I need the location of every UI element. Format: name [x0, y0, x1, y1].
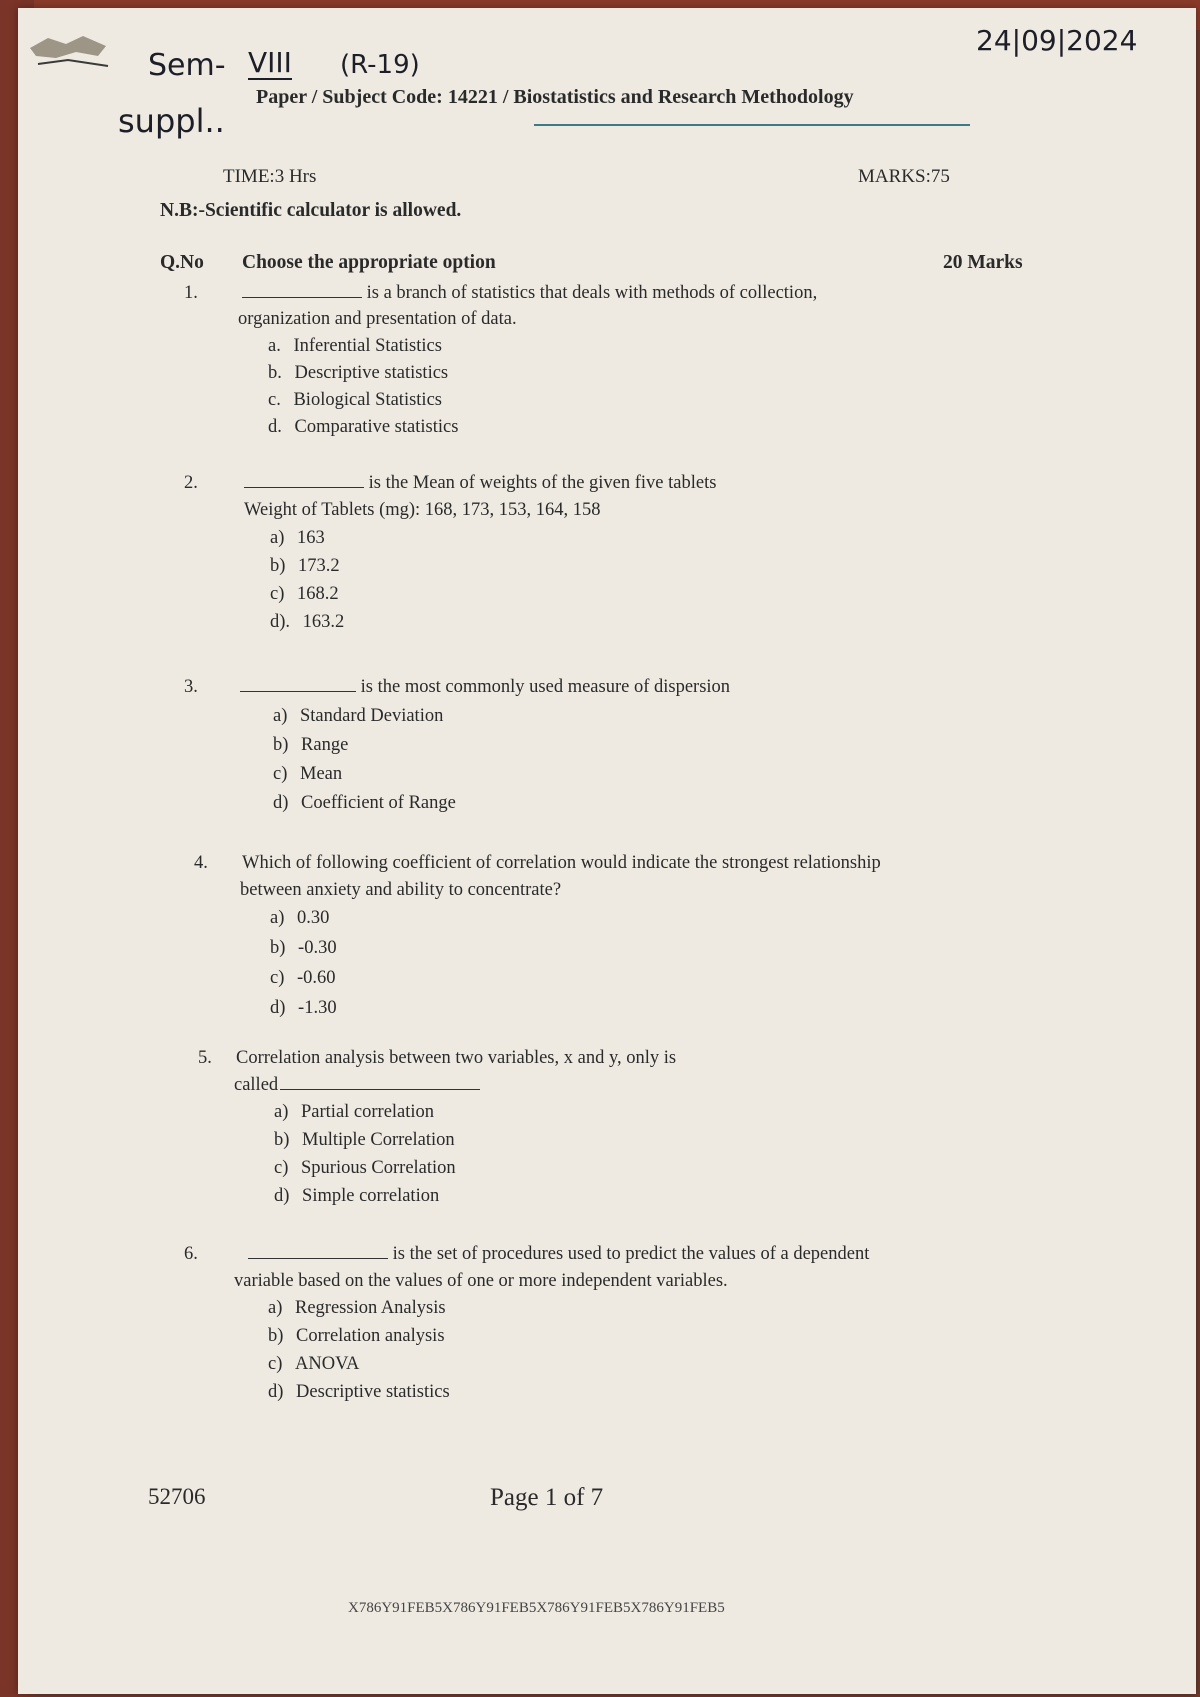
- option-text: 163.2: [302, 612, 345, 632]
- torn-corner-mark: [28, 26, 118, 76]
- option-text: Descriptive statistics: [294, 363, 449, 383]
- option-text: 0.30: [297, 908, 330, 928]
- option-text: Comparative statistics: [294, 417, 459, 437]
- option-letter: a): [270, 908, 285, 928]
- answer-blank: [240, 690, 356, 692]
- option-letter: d): [274, 1186, 290, 1206]
- option-letter: b): [273, 735, 289, 755]
- option-text: ANOVA: [295, 1354, 360, 1374]
- paper-code: Paper / Subject Code: 14221 / Biostatistics and Research Methodology: [256, 86, 854, 108]
- question-text-2: called: [234, 1075, 279, 1095]
- question-number: 6.: [184, 1244, 198, 1264]
- question-text-2: between anxiety and ability to concentrate?: [240, 880, 562, 900]
- section-marks: 20 Marks: [943, 252, 1023, 273]
- option-text: Regression Analysis: [295, 1298, 446, 1318]
- question-text: is a branch of statistics that deals with methods of collection,: [366, 283, 818, 303]
- option-text: Spurious Correlation: [301, 1158, 456, 1178]
- option-letter: c): [268, 1354, 283, 1374]
- question-text-2: variable based on the values of one or more independent variables.: [234, 1271, 728, 1291]
- option-letter: d).: [270, 612, 291, 632]
- question-text-2: Weight of Tablets (mg): 168, 173, 153, 164, 158: [244, 500, 601, 520]
- answer-blank: [280, 1088, 480, 1090]
- option-text: Descriptive statistics: [296, 1382, 450, 1402]
- option-text: Biological Statistics: [293, 390, 442, 410]
- option-letter: c): [270, 584, 285, 604]
- option-text: Coefficient of Range: [301, 793, 456, 813]
- option-letter: b): [270, 938, 286, 958]
- question-text: Which of following coefficient of correlation would indicate the strongest relationship: [242, 853, 881, 873]
- watermark-code: X786Y91FEB5X786Y91FEB5X786Y91FEB5X786Y91FEB5: [348, 1600, 725, 1616]
- option-letter: d): [270, 998, 286, 1018]
- handwritten-date: 24|09|2024: [976, 24, 1138, 57]
- option-text: 173.2: [298, 556, 340, 576]
- option-letter: c): [273, 764, 288, 784]
- option-letter: a.: [268, 336, 281, 356]
- question-number: 4.: [194, 853, 208, 873]
- question-text-2: organization and presentation of data.: [238, 309, 517, 329]
- option-letter: c): [274, 1158, 289, 1178]
- question-number: 5.: [198, 1048, 212, 1068]
- page-indicator: Page 1 of 7: [490, 1484, 604, 1511]
- answer-blank: [244, 486, 364, 488]
- option-text: 168.2: [297, 584, 339, 604]
- option-text: Mean: [300, 764, 343, 784]
- option-text: -0.60: [297, 968, 336, 988]
- option-letter: b): [268, 1326, 284, 1346]
- exam-paper: [18, 8, 1196, 1694]
- option-letter: a): [273, 706, 288, 726]
- option-text: Standard Deviation: [300, 706, 444, 726]
- paper-number: 52706: [148, 1484, 206, 1509]
- handwritten-suppl: suppl..: [118, 102, 225, 140]
- option-letter: b.: [268, 363, 282, 383]
- option-letter: a): [270, 528, 285, 548]
- option-letter: a): [268, 1298, 283, 1318]
- section-title: Choose the appropriate option: [242, 252, 496, 273]
- option-text: 163: [297, 528, 325, 548]
- handwritten-sem: Sem-: [148, 48, 226, 83]
- question-text: Correlation analysis between two variables, x and y, only is: [236, 1048, 677, 1068]
- option-letter: b): [274, 1130, 290, 1150]
- question-number: 1.: [184, 283, 198, 303]
- option-text: Range: [301, 735, 349, 755]
- option-text: Correlation analysis: [296, 1326, 445, 1346]
- handwritten-regulation: (R-19): [340, 50, 420, 80]
- exam-time: TIME:3 Hrs: [223, 166, 317, 187]
- question-number: 3.: [184, 677, 198, 697]
- handwritten-sem-value: VIII: [248, 46, 292, 79]
- option-text: -1.30: [298, 998, 337, 1018]
- question-text: is the most commonly used measure of dispersion: [360, 677, 731, 697]
- option-text: Partial correlation: [301, 1102, 435, 1122]
- answer-blank: [242, 296, 362, 298]
- option-text: -0.30: [298, 938, 337, 958]
- option-letter: c.: [268, 390, 281, 410]
- option-letter: d): [268, 1382, 284, 1402]
- qno-label: Q.No: [160, 252, 204, 273]
- question-text: is the set of procedures used to predict the values of a dependent: [392, 1244, 870, 1264]
- option-letter: d): [273, 793, 289, 813]
- option-text: Inferential Statistics: [293, 336, 442, 356]
- option-letter: d.: [268, 417, 282, 437]
- option-letter: b): [270, 556, 286, 576]
- exam-note: N.B:-Scientific calculator is allowed.: [160, 200, 462, 221]
- option-text: Simple correlation: [302, 1186, 440, 1206]
- paper-code-underline: [534, 124, 970, 126]
- question-text: is the Mean of weights of the given five tablets: [368, 473, 717, 493]
- option-letter: c): [270, 968, 285, 988]
- answer-blank: [248, 1257, 388, 1259]
- option-text: Multiple Correlation: [302, 1130, 455, 1150]
- question-number: 2.: [184, 473, 198, 493]
- option-letter: a): [274, 1102, 289, 1122]
- exam-marks: MARKS:75: [858, 166, 950, 187]
